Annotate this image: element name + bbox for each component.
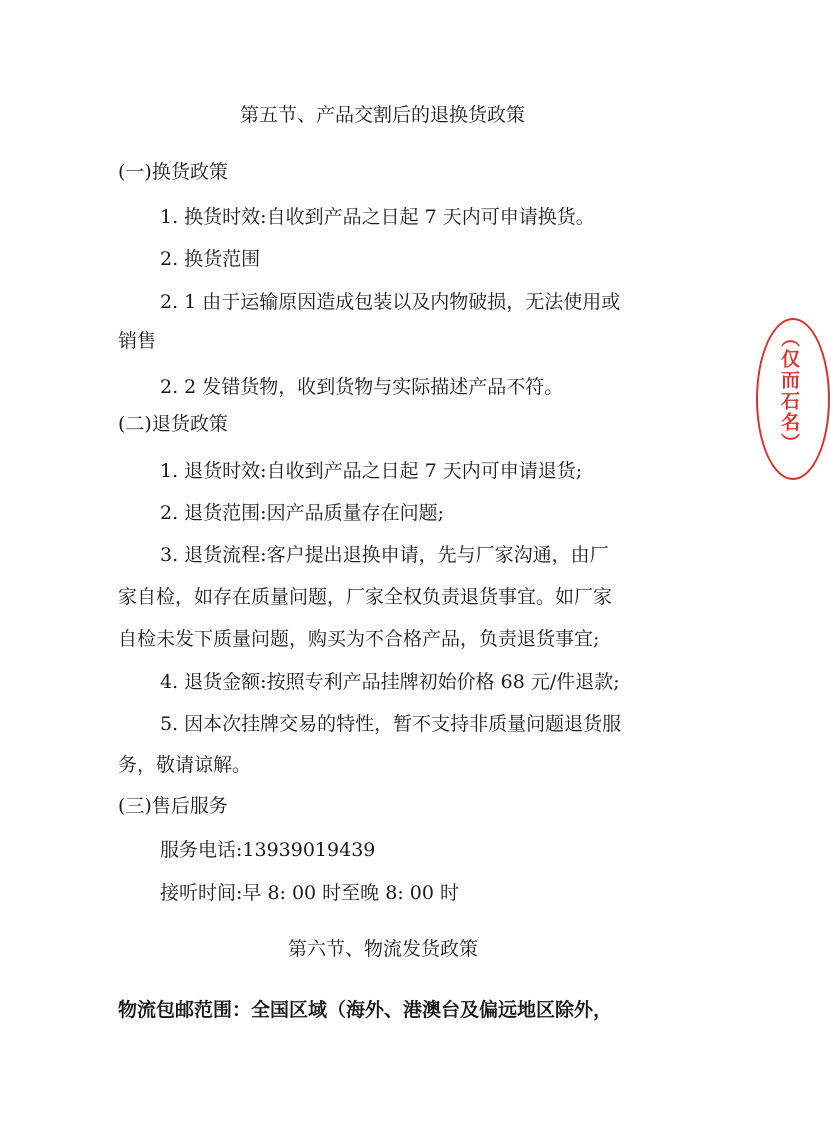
- return-item-4: 4. 退货金额:按照专利产品挂牌初始价格 68 元/件退款;: [160, 671, 620, 693]
- service-heading: (三)售后服务: [118, 795, 228, 817]
- seal-stamp-text: （仅而石名）: [778, 328, 800, 454]
- return-item-5: 5. 因本次挂牌交易的特性，暂不支持非质量问题退货服: [160, 713, 622, 735]
- return-heading: (二)退货政策: [118, 413, 228, 435]
- section-5-title: 第五节、产品交割后的退换货政策: [240, 104, 526, 126]
- exchange-item-2: 2. 换货范围: [160, 248, 261, 270]
- exchange-item-2-1: 2. 1 由于运输原因造成包装以及内物破损，无法使用或: [160, 291, 621, 313]
- return-item-3-cont1: 家自检，如存在质量问题，厂家全权负责退货事宜。如厂家: [118, 586, 613, 608]
- service-hours: 接听时间:早 8: 00 时至晚 8: 00 时: [160, 882, 459, 904]
- exchange-heading: (一)换货政策: [118, 161, 228, 183]
- logistics-scope: 物流包邮范围：全国区域（海外、港澳台及偏远地区除外，: [118, 999, 613, 1021]
- return-item-1: 1. 退货时效:自收到产品之日起 7 天内可申请退货;: [160, 460, 583, 482]
- return-item-3-cont2: 自检未发下质量问题，购买为不合格产品，负责退货事宜;: [118, 628, 600, 650]
- seal-stamp: [766, 322, 800, 472]
- exchange-item-2-1-cont: 销售: [118, 330, 157, 352]
- return-item-2: 2. 退货范围:因产品质量存在问题;: [160, 502, 444, 524]
- exchange-item-1: 1. 换货时效:自收到产品之日起 7 天内可申请换货。: [160, 206, 595, 228]
- exchange-item-2-2: 2. 2 发错货物，收到货物与实际描述产品不符。: [160, 376, 564, 398]
- return-item-5-cont: 务，敬请谅解。: [118, 754, 252, 776]
- service-phone: 服务电话:13939019439: [160, 839, 376, 861]
- return-item-3: 3. 退货流程:客户提出退换申请，先与厂家沟通，由厂: [160, 544, 609, 566]
- section-6-title: 第六节、物流发货政策: [288, 938, 479, 960]
